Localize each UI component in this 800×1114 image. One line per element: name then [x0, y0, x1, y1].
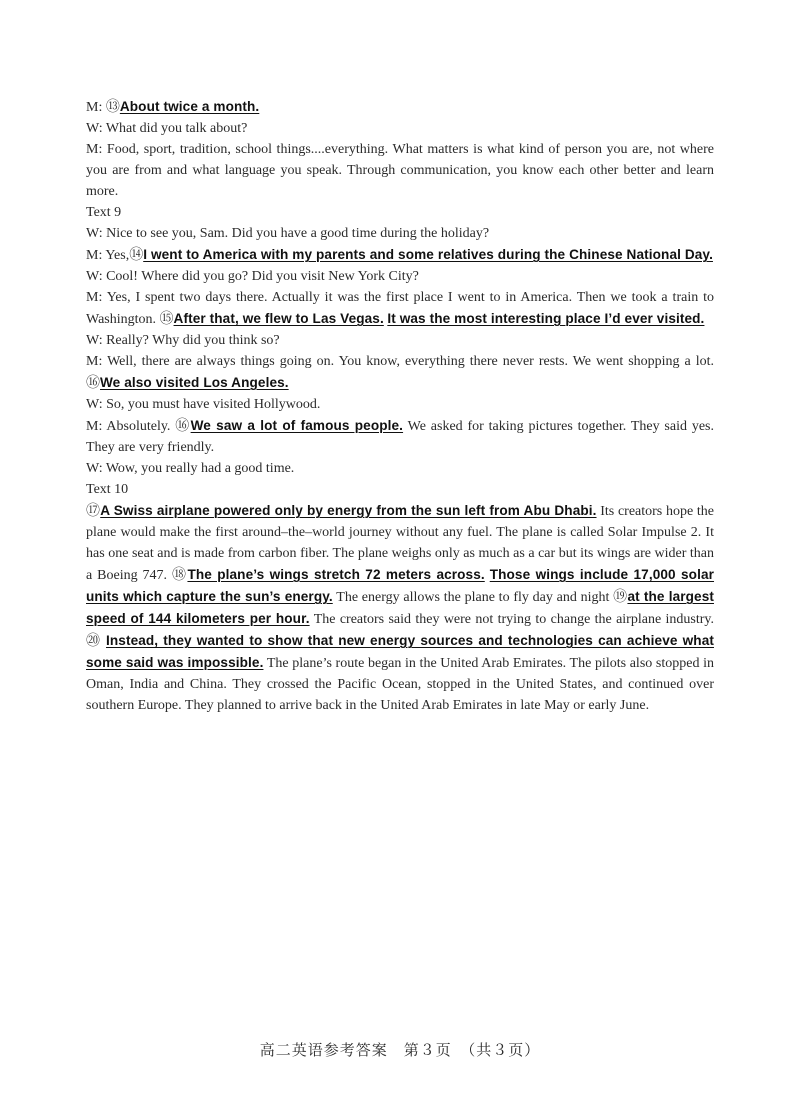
key-answer-text: After that, we flew to Las Vegas.	[173, 311, 384, 326]
key-answer-text: It was the most interesting place I’d ever visited.	[387, 311, 705, 326]
transcript-text: M: Well, there are always things going on. You know, everything there never rests. We went shopping a lot. ⑯	[86, 354, 714, 391]
transcript-text: Its creators hope the plane would make the first around–the–world journey without any fuel. The plane is called Solar Impulse 2. It has one seat and is made from carbon fiber. The plane weighs only as much as a car but its wings are wider than a Boeing 747. ⑱	[86, 504, 715, 583]
transcript-text: M: Food, sport, tradition, school things....everything. What matters is what kind of person you are, not where you are from and what language you speak. Through communication, you know each other better and learn more.	[86, 142, 714, 199]
text-line	[86, 415, 714, 458]
transcript-text: The plane’s route began in the United Arab Emirates. The pilots also stopped in Oman, India and China. They crossed the Pacific Ocean, stopped in the United States, and continued over southern Europe. They planned to arrive back in the United Arab Emirates in late May or early June.	[86, 656, 714, 713]
text-line	[86, 118, 714, 139]
key-answer-text: Instead, they wanted to show that new energy sources and technologies can achieve what some said was impossible.	[86, 633, 714, 670]
transcript-text: W: Nice to see you, Sam. Did you have a good time during the holiday?	[86, 226, 490, 241]
transcript-text: W: What did you talk about?	[86, 121, 248, 136]
text-line	[86, 266, 714, 287]
transcript-text: Text 10	[86, 482, 129, 497]
transcript-text: W: Really? Why did you think so?	[86, 333, 280, 348]
page-footer: 高二英语参考答案 第３页 （共３页）	[259, 1041, 541, 1059]
text-line	[86, 458, 714, 479]
key-answer-text: A Swiss airplane powered only by energy from the sun left from Abu Dhabi.	[100, 503, 597, 518]
text-line	[86, 96, 714, 118]
text-line	[86, 330, 714, 351]
transcript-text: We asked for taking pictures together. They said yes. They are very friendly.	[86, 419, 714, 455]
key-answer-text: We saw a lot of famous people.	[190, 418, 404, 433]
key-answer-text: I went to America with my parents and some relatives during the Chinese National Day.	[143, 247, 713, 262]
text-line	[86, 287, 714, 330]
key-answer-text: Those wings include 17,000 solar units which capture the sun’s energy.	[86, 567, 715, 604]
answer-text-body	[86, 96, 714, 716]
transcript-text: W: Wow, you really had a good time.	[86, 461, 295, 476]
transcript-text: W: So, you must have visited Hollywood.	[86, 397, 321, 412]
text-line	[86, 244, 714, 266]
key-answer-text: We also visited Los Angeles.	[100, 375, 289, 390]
text-line	[86, 479, 714, 500]
text-line	[86, 351, 714, 394]
text-line	[86, 139, 714, 202]
key-answer-text: About twice a month.	[119, 99, 260, 114]
transcript-text: M: Yes, I spent two days there. Actually it was the first place I went to in America. Then we took a train to Washington. ⑮	[86, 290, 714, 327]
transcript-text: The energy allows the plane to fly day and night ⑲	[332, 590, 628, 605]
transcript-text: Text 9	[86, 205, 122, 220]
text-line	[86, 223, 714, 244]
text-line	[86, 394, 714, 415]
transcript-text: M: ⑬	[86, 100, 120, 115]
key-answer-text: at the largest speed of 144 kilometers per hour.	[86, 589, 714, 626]
text-line	[86, 202, 714, 223]
text-line	[86, 500, 714, 716]
key-answer-text: The plane’s wings stretch 72 meters across.	[187, 567, 485, 582]
transcript-text: ⑰	[86, 504, 101, 519]
transcript-text: M: Absolutely. ⑯	[86, 419, 191, 434]
transcript-text: W: Cool! Where did you go? Did you visit New York City?	[86, 269, 419, 284]
transcript-text: M: Yes,⑭	[86, 248, 144, 263]
transcript-text: The creators said they were not trying to change the airplane industry. ⑳	[86, 612, 714, 649]
